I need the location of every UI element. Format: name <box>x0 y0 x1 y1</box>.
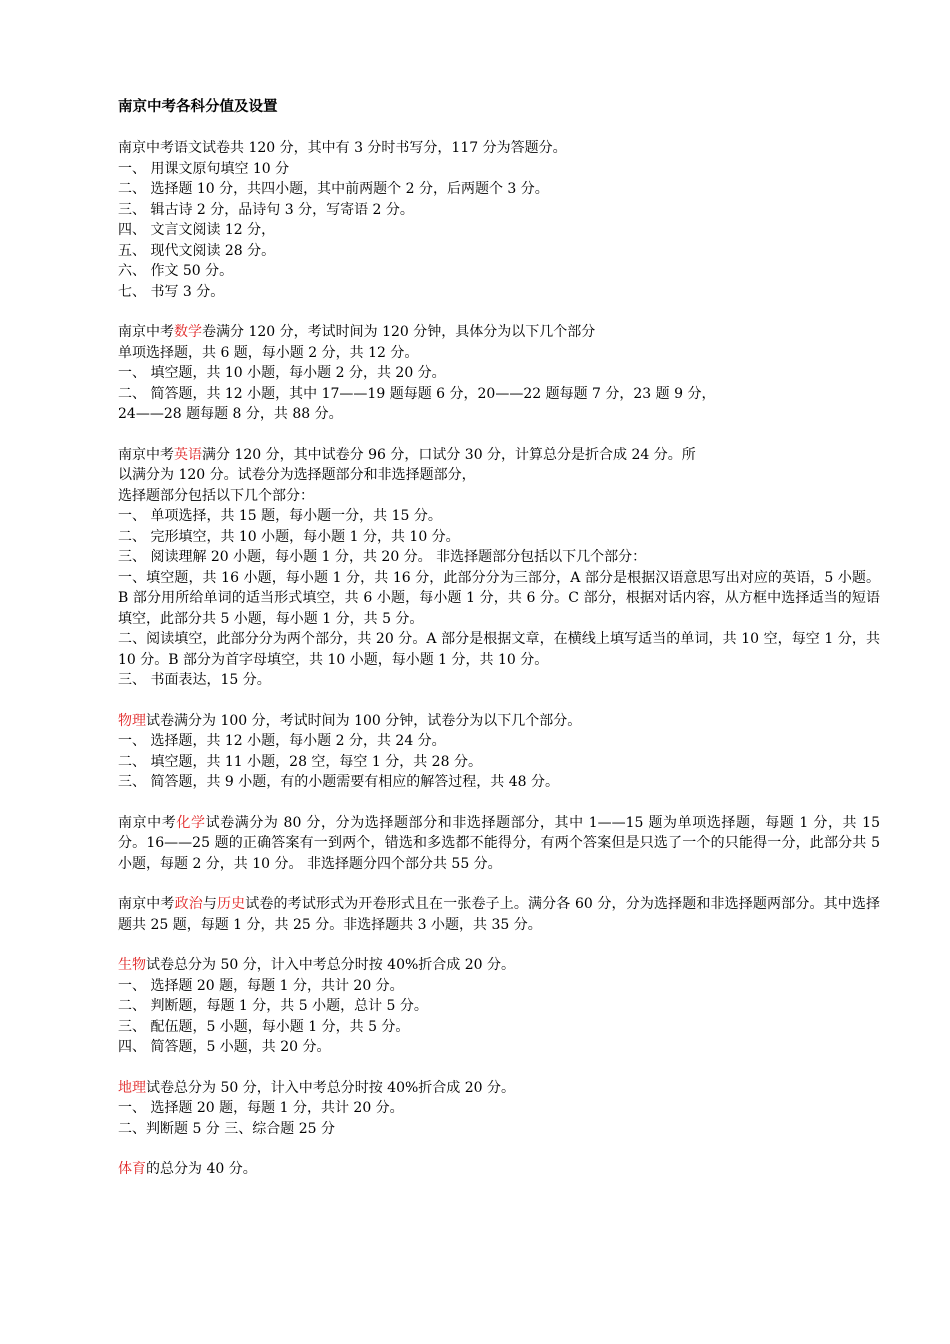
joiner-text: 与 <box>202 896 217 912</box>
intro-line: 选择题部分包括以下几个部分： <box>118 487 314 504</box>
intro-line: 以满分为 120 分。试卷分为选择题部分和非选择题部分， <box>118 467 476 483</box>
subject-label-biology: 生物 <box>118 957 146 973</box>
paragraph: 二、阅读填空，此部分分为两个部分，共 20 分。A 部分是根据文章，在横线上填写适当的单词，共 10 空，每空 1 分，共 10 分。B 部分为首字母填空，共 10 小题，每小题 1 分，共 10 分。 <box>118 631 880 668</box>
section-math <box>118 322 880 425</box>
subject-label-history: 历史 <box>216 896 246 912</box>
list-item: 单项选择题，共 6 题，每小题 2 分，共 12 分。 <box>118 344 419 361</box>
list-item: 二、 判断题，每题 1 分，共 5 小题，总计 5 分。 <box>118 998 428 1014</box>
section-physics <box>118 711 880 793</box>
list-item: 三、 阅读理解 20 小题，每小题 1 分，共 20 分。 非选择题部分包括以下几个部分： <box>118 549 647 565</box>
list-item: 五、 现代文阅读 28 分。 <box>118 242 276 259</box>
list-item: 二、 完形填空，共 10 小题，每小题 1 分，共 10 分。 <box>118 528 460 545</box>
list-item: 三、 辑古诗 2 分，品诗句 3 分，写寄语 2 分。 <box>118 201 414 218</box>
list-item: 一、 选择题 20 题，每题 1 分，共计 20 分。 <box>118 977 404 994</box>
page-title: 南京中考各科分值及设置 <box>118 98 278 115</box>
list-item: 一、 选择题 20 题，每题 1 分，共计 20 分。 <box>118 1100 404 1116</box>
subject-label-geography: 地理 <box>118 1079 146 1096</box>
list-item: 三、 简答题，共 9 小题，有的小题需要有相应的解答过程，共 48 分。 <box>118 774 559 790</box>
list-item: 二、 填空题，共 11 小题，28 空，每空 1 分，共 28 分。 <box>118 753 482 770</box>
intro-text: 的总分为 40 分。 <box>146 1161 257 1177</box>
list-item: 三、 书面表达，15 分。 <box>118 672 271 688</box>
list-item: 七、 书写 3 分。 <box>118 283 225 300</box>
intro-text: 试卷总分为 50 分，计入中考总分时按 40%折合成 20 分。 <box>146 1079 515 1096</box>
section-intro <box>118 445 880 466</box>
section-politics-history <box>118 894 880 935</box>
list-item: 二、 简答题，共 12 小题，其中 17——19 题每题 6 分，20——22 题每题 7 分，23 题 9 分， <box>118 385 716 402</box>
subject-label-chemistry: 化学 <box>176 814 206 831</box>
section-english <box>118 445 880 691</box>
section-pe <box>118 1159 880 1180</box>
document-page <box>118 97 880 1200</box>
subject-label-english: 英语 <box>174 446 202 463</box>
section-chinese <box>118 138 880 302</box>
list-item: 四、 简答题，5 小题，共 20 分。 <box>118 1039 331 1055</box>
paragraph: 一、填空题，共 16 小题，每小题 1 分，共 16 分，此部分分为三部分，A 部分是根据汉语意思写出对应的英语，5 小题。B 部分用所给单词的适当形式填空，共 6 小题，每小题 1 分，共 6 分。C 部分，根据对话内容，从方框中选择适当的短语填空，此部分共 5 小题，每小题 1 分，共 5 分。 <box>118 569 880 627</box>
intro-prefix: 南京中考 <box>118 814 177 831</box>
list-item: 一、 用课文原句填空 10 分 <box>118 160 290 177</box>
intro-text: 试卷总分为 50 分，计入中考总分时按 40%折合成 20 分。 <box>146 957 515 973</box>
section-intro <box>118 322 880 343</box>
subject-label-politics: 政治 <box>174 896 203 912</box>
intro-prefix: 南京中考 <box>118 324 174 340</box>
list-item: 一、 单项选择，共 15 题，每小题一分，共 15 分。 <box>118 508 442 524</box>
section-geography <box>118 1078 880 1140</box>
intro-prefix: 南京中考 <box>118 446 174 463</box>
section-intro <box>118 1159 880 1180</box>
list-item: 六、 作文 50 分。 <box>118 263 234 279</box>
list-item: 二、 选择题 10 分，共四小题，其中前两题个 2 分，后两题个 3 分。 <box>118 181 549 197</box>
list-item: 一、 选择题，共 12 小题，每小题 2 分，共 24 分。 <box>118 733 446 749</box>
list-item: 三、 配伍题，5 小题，每小题 1 分，共 5 分。 <box>118 1018 410 1035</box>
list-item: 二、判断题 5 分 三、综合题 25 分 <box>118 1120 335 1137</box>
intro-text: 卷满分 120 分，考试时间为 120 分钟，具体分为以下几个部分 <box>202 324 596 340</box>
section-intro <box>118 955 880 976</box>
intro-text: 试卷的考试形式为开卷形式且在一张卷子上。满分各 60 分，分为选择题和非选择题两部分。其中选择题共 25 题，每题 1 分，共 25 分。非选择题共 3 小题，共 35 分。 <box>118 896 881 933</box>
list-item: 一、 填空题，共 10 小题，每小题 2 分，共 20 分。 <box>118 365 446 381</box>
subject-label-physics: 物理 <box>118 712 146 729</box>
intro-text: 试卷满分为 100 分，考试时间为 100 分钟，试卷分为以下几个部分。 <box>146 712 582 729</box>
intro-text: 满分 120 分，其中试卷分 96 分，口试分 30 分，计算总分是折合成 24 分。所 <box>202 446 696 463</box>
intro-text: 试卷满分为 80 分，分为选择题部分和非选择题部分，其中 1——15 题为单项选择题，每题 1 分，共 15 分。16——25 题的正确答案有一到两个，错选和多选都不能得分，有两个答案但是只选了一个的只能得一分，此部分共 5 小题，每题 2 分，共 10 分。 非选择题分四个部分共 55 分。 <box>118 814 880 872</box>
section-intro <box>118 711 880 732</box>
list-item: 四、 文言文阅读 12 分， <box>118 222 276 238</box>
section-intro: 南京中考语文试卷共 120 分，其中有 3 分时书写分，117 分为答题分。 <box>118 140 567 156</box>
section-chemistry <box>118 813 880 875</box>
paragraph <box>118 894 880 935</box>
list-item: 24——28 题每题 8 分，共 88 分。 <box>118 406 343 422</box>
paragraph <box>118 813 880 875</box>
subject-label-math: 数学 <box>174 324 202 340</box>
intro-prefix: 南京中考 <box>118 896 175 912</box>
section-biology <box>118 955 880 1058</box>
section-intro <box>118 1078 880 1099</box>
subject-label-pe: 体育 <box>118 1161 146 1177</box>
